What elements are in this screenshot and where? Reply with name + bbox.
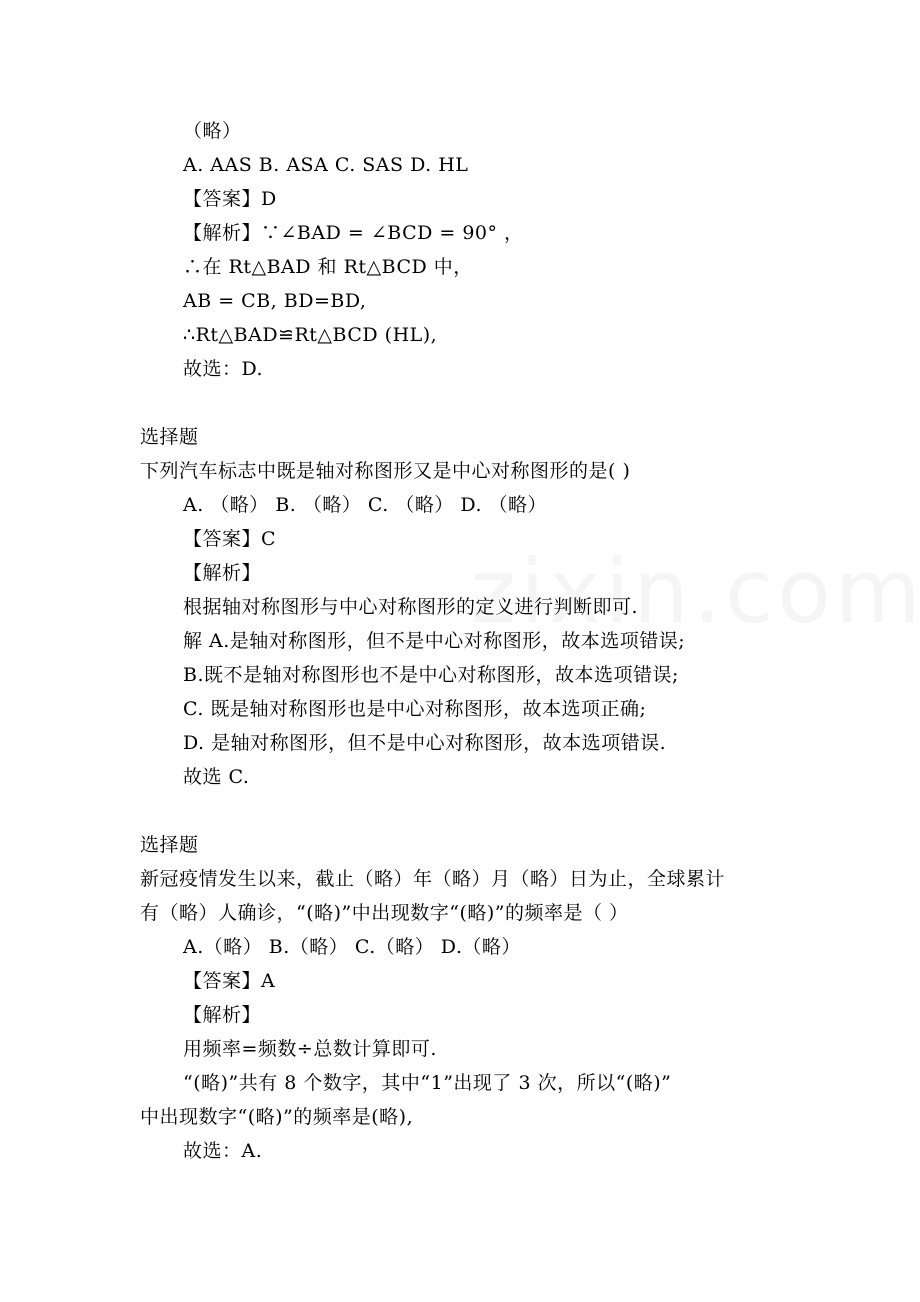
q1-analysis-line-3: AB = CB, BD=BD, bbox=[183, 290, 367, 312]
q1-stem-tail: （略） bbox=[183, 120, 242, 142]
q2-conclusion: 故选 C. bbox=[183, 766, 250, 788]
q1-analysis-line-4: ∴Rt△BAD≌Rt△BCD (HL), bbox=[183, 324, 438, 346]
q2-analysis-line-1: 根据轴对称图形与中心对称图形的定义进行判断即可. bbox=[183, 596, 639, 618]
q3-type-heading: 选择题 bbox=[140, 834, 199, 856]
q2-type-heading: 选择题 bbox=[140, 426, 199, 448]
q3-conclusion: 故选：A. bbox=[183, 1140, 263, 1162]
q3-stem-line-2: 有（略）人确诊，“(略)”中出现数字“(略)”的频率是（ ） bbox=[140, 902, 629, 924]
q2-analysis-header: 【解析】 bbox=[183, 562, 262, 584]
q3-analysis-line-2: “(略)”共有 8 个数字，其中“1”出现了 3 次，所以“(略)” bbox=[183, 1072, 672, 1094]
q1-conclusion: 故选：D. bbox=[183, 358, 264, 380]
q2-options: A. （略） B. （略） C. （略） D. （略） bbox=[183, 494, 548, 516]
q2-analysis-line-5: D. 是轴对称图形，但不是中心对称图形，故本选项错误. bbox=[183, 732, 667, 754]
q1-analysis-line-1: 【解析】∵∠BAD = ∠BCD = 90° ， bbox=[183, 222, 524, 244]
q2-answer: 【答案】C bbox=[183, 528, 277, 550]
q3-options: A.（略） B.（略） C.（略） D.（略） bbox=[183, 936, 521, 958]
q3-analysis-header: 【解析】 bbox=[183, 1004, 262, 1026]
q1-answer: 【答案】D bbox=[183, 188, 277, 210]
q2-analysis-line-3: B.既不是轴对称图形也不是中心对称图形，故本选项错误; bbox=[183, 664, 679, 686]
q1-options: A. AAS B. ASA C. SAS D. HL bbox=[183, 154, 469, 176]
q3-analysis-line-3: 中出现数字“(略)”的频率是(略), bbox=[140, 1106, 414, 1128]
q2-stem: 下列汽车标志中既是轴对称图形又是中心对称图形的是( ) bbox=[140, 460, 631, 482]
q2-analysis-line-4: C. 既是轴对称图形也是中心对称图形，故本选项正确; bbox=[183, 698, 647, 720]
q2-analysis-line-2: 解 A.是轴对称图形，但不是中心对称图形，故本选项错误; bbox=[183, 630, 686, 652]
q3-analysis-line-1: 用频率=频数÷总数计算即可. bbox=[183, 1038, 437, 1060]
q1-analysis-line-2: ∴在 Rt△BAD 和 Rt△BCD 中， bbox=[183, 256, 473, 278]
q3-stem-line-1: 新冠疫情发生以来，截止（略）年（略）月（略）日为止，全球累计 bbox=[140, 868, 726, 890]
q3-answer: 【答案】A bbox=[183, 970, 276, 992]
